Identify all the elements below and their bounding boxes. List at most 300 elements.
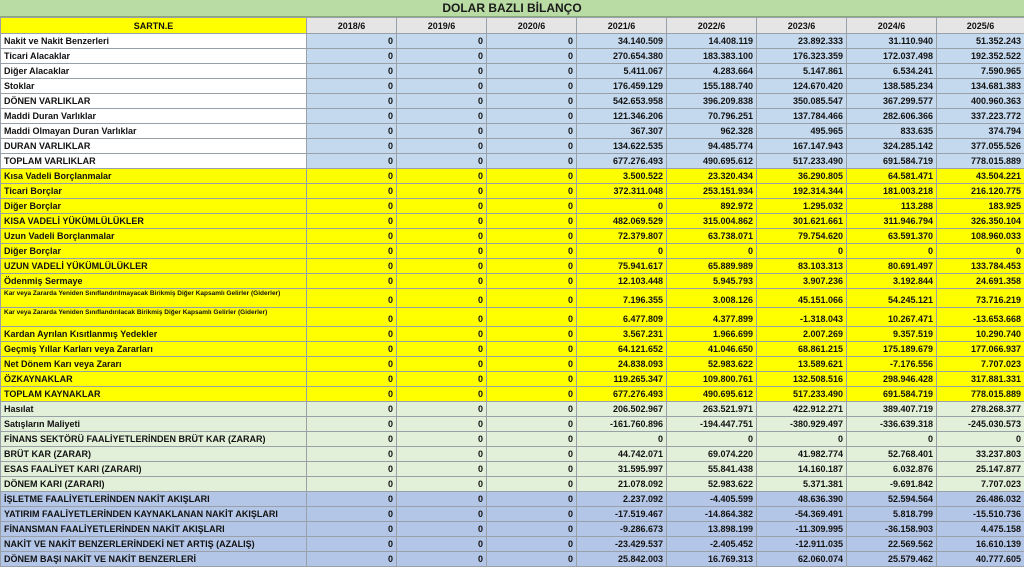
value-cell[interactable]: 54.245.121 xyxy=(847,289,937,308)
row-label[interactable]: FİNANS SEKTÖRÜ FAALİYETLERİNDEN BRÜT KAR (ZARAR) xyxy=(1,432,307,447)
value-cell[interactable]: 155.188.740 xyxy=(667,79,757,94)
value-cell[interactable]: 24.691.358 xyxy=(937,274,1024,289)
value-cell[interactable]: 0 xyxy=(397,259,487,274)
value-cell[interactable]: 372.311.048 xyxy=(577,184,667,199)
value-cell[interactable]: 0 xyxy=(397,372,487,387)
value-cell[interactable]: 691.584.719 xyxy=(847,387,937,402)
value-cell[interactable]: 14.160.187 xyxy=(757,462,847,477)
value-cell[interactable]: 0 xyxy=(487,199,577,214)
value-cell[interactable]: 10.290.740 xyxy=(937,327,1024,342)
value-cell[interactable]: 0 xyxy=(397,522,487,537)
value-cell[interactable]: 7.707.023 xyxy=(937,477,1024,492)
row-label[interactable]: TOPLAM VARLIKLAR xyxy=(1,154,307,169)
value-cell[interactable]: 0 xyxy=(487,289,577,308)
value-cell[interactable]: 253.151.934 xyxy=(667,184,757,199)
value-cell[interactable]: 55.841.438 xyxy=(667,462,757,477)
value-cell[interactable]: 3.567.231 xyxy=(577,327,667,342)
value-cell[interactable]: 137.784.466 xyxy=(757,109,847,124)
value-cell[interactable]: 0 xyxy=(307,154,397,169)
value-cell[interactable]: 0 xyxy=(397,169,487,184)
value-cell[interactable]: 83.103.313 xyxy=(757,259,847,274)
value-cell[interactable]: 48.636.390 xyxy=(757,492,847,507)
value-cell[interactable]: 0 xyxy=(307,229,397,244)
value-cell[interactable]: 0 xyxy=(397,552,487,567)
value-cell[interactable]: -14.864.382 xyxy=(667,507,757,522)
value-cell[interactable]: 94.485.774 xyxy=(667,139,757,154)
value-cell[interactable]: 138.585.234 xyxy=(847,79,937,94)
value-cell[interactable]: 0 xyxy=(307,184,397,199)
value-cell[interactable]: 0 xyxy=(307,492,397,507)
value-cell[interactable]: 24.838.093 xyxy=(577,357,667,372)
value-cell[interactable]: 0 xyxy=(397,184,487,199)
value-cell[interactable]: 41.046.650 xyxy=(667,342,757,357)
value-cell[interactable]: 301.621.661 xyxy=(757,214,847,229)
row-label[interactable]: Net Dönem Karı veya Zararı xyxy=(1,357,307,372)
value-cell[interactable]: 40.777.605 xyxy=(937,552,1024,567)
value-cell[interactable]: 0 xyxy=(487,49,577,64)
value-cell[interactable]: 25.842.003 xyxy=(577,552,667,567)
value-cell[interactable]: 0 xyxy=(307,522,397,537)
value-cell[interactable]: 0 xyxy=(487,477,577,492)
value-cell[interactable]: 833.635 xyxy=(847,124,937,139)
value-cell[interactable]: 4.475.158 xyxy=(937,522,1024,537)
value-cell[interactable]: 0 xyxy=(397,357,487,372)
value-cell[interactable]: 517.233.490 xyxy=(757,387,847,402)
value-cell[interactable]: 0 xyxy=(397,342,487,357)
value-cell[interactable]: 0 xyxy=(487,244,577,259)
value-cell[interactable]: 22.569.562 xyxy=(847,537,937,552)
row-label[interactable]: Geçmiş Yıllar Karları veya Zararları xyxy=(1,342,307,357)
value-cell[interactable]: -161.760.896 xyxy=(577,417,667,432)
value-cell[interactable]: 41.982.774 xyxy=(757,447,847,462)
value-cell[interactable]: 25.147.877 xyxy=(937,462,1024,477)
value-cell[interactable]: 0 xyxy=(307,507,397,522)
value-cell[interactable]: 26.486.032 xyxy=(937,492,1024,507)
header-period[interactable]: 2022/6 xyxy=(667,18,757,34)
value-cell[interactable]: 6.477.809 xyxy=(577,308,667,327)
value-cell[interactable]: 177.066.937 xyxy=(937,342,1024,357)
value-cell[interactable]: 65.889.989 xyxy=(667,259,757,274)
value-cell[interactable]: 0 xyxy=(397,417,487,432)
value-cell[interactable]: -380.929.497 xyxy=(757,417,847,432)
row-label[interactable]: Satışların Maliyeti xyxy=(1,417,307,432)
value-cell[interactable]: 0 xyxy=(307,124,397,139)
value-cell[interactable]: 0 xyxy=(487,154,577,169)
value-cell[interactable]: 0 xyxy=(487,274,577,289)
value-cell[interactable]: 0 xyxy=(487,109,577,124)
value-cell[interactable]: 0 xyxy=(397,537,487,552)
value-cell[interactable]: 113.288 xyxy=(847,199,937,214)
value-cell[interactable]: 69.074.220 xyxy=(667,447,757,462)
row-label[interactable]: Diğer Borçlar xyxy=(1,244,307,259)
value-cell[interactable]: 192.314.344 xyxy=(757,184,847,199)
value-cell[interactable]: 0 xyxy=(307,49,397,64)
value-cell[interactable]: 0 xyxy=(307,199,397,214)
value-cell[interactable]: -11.309.995 xyxy=(757,522,847,537)
row-label[interactable]: Stoklar xyxy=(1,79,307,94)
value-cell[interactable]: 0 xyxy=(487,229,577,244)
value-cell[interactable]: 0 xyxy=(307,289,397,308)
row-label[interactable]: DURAN VARLIKLAR xyxy=(1,139,307,154)
value-cell[interactable]: 0 xyxy=(487,214,577,229)
value-cell[interactable]: 0 xyxy=(937,244,1024,259)
value-cell[interactable]: -245.030.573 xyxy=(937,417,1024,432)
value-cell[interactable]: 43.504.221 xyxy=(937,169,1024,184)
value-cell[interactable]: 367.307 xyxy=(577,124,667,139)
value-cell[interactable]: 75.941.617 xyxy=(577,259,667,274)
value-cell[interactable]: 0 xyxy=(397,402,487,417)
value-cell[interactable]: 134.681.383 xyxy=(937,79,1024,94)
value-cell[interactable]: 0 xyxy=(577,244,667,259)
value-cell[interactable]: 0 xyxy=(397,387,487,402)
value-cell[interactable]: 1.966.699 xyxy=(667,327,757,342)
row-label[interactable]: DÖNEN VARLIKLAR xyxy=(1,94,307,109)
value-cell[interactable]: 542.653.958 xyxy=(577,94,667,109)
value-cell[interactable]: 0 xyxy=(307,94,397,109)
value-cell[interactable]: 0 xyxy=(397,64,487,79)
value-cell[interactable]: 282.606.366 xyxy=(847,109,937,124)
value-cell[interactable]: 263.521.971 xyxy=(667,402,757,417)
value-cell[interactable]: 691.584.719 xyxy=(847,154,937,169)
value-cell[interactable]: 2.007.269 xyxy=(757,327,847,342)
value-cell[interactable]: 25.579.462 xyxy=(847,552,937,567)
value-cell[interactable]: 0 xyxy=(487,402,577,417)
value-cell[interactable]: 0 xyxy=(307,274,397,289)
value-cell[interactable]: 192.352.522 xyxy=(937,49,1024,64)
value-cell[interactable]: 33.237.803 xyxy=(937,447,1024,462)
value-cell[interactable]: 206.502.967 xyxy=(577,402,667,417)
value-cell[interactable]: 79.754.620 xyxy=(757,229,847,244)
value-cell[interactable]: 2.237.092 xyxy=(577,492,667,507)
value-cell[interactable]: 0 xyxy=(487,139,577,154)
value-cell[interactable]: 4.377.899 xyxy=(667,308,757,327)
value-cell[interactable]: 0 xyxy=(397,154,487,169)
row-label[interactable]: YATIRIM FAALİYETLERİNDEN KAYNAKLANAN NAKİT AKIŞLARI xyxy=(1,507,307,522)
value-cell[interactable]: 13.589.621 xyxy=(757,357,847,372)
value-cell[interactable]: 0 xyxy=(397,49,487,64)
value-cell[interactable]: 0 xyxy=(397,274,487,289)
value-cell[interactable]: 278.268.377 xyxy=(937,402,1024,417)
value-cell[interactable]: 3.500.522 xyxy=(577,169,667,184)
value-cell[interactable]: 0 xyxy=(397,462,487,477)
row-label[interactable]: TOPLAM KAYNAKLAR xyxy=(1,387,307,402)
value-cell[interactable]: 0 xyxy=(487,169,577,184)
value-cell[interactable]: 482.069.529 xyxy=(577,214,667,229)
value-cell[interactable]: 0 xyxy=(397,244,487,259)
value-cell[interactable]: 0 xyxy=(577,199,667,214)
value-cell[interactable]: 0 xyxy=(487,417,577,432)
header-period[interactable]: 2025/6 xyxy=(937,18,1024,34)
row-label[interactable]: Kar veya Zararda Yeniden Sınıflandırılmayacak Birikmiş Diğer Kapsamlı Gelirler (Giderler) xyxy=(1,289,307,308)
value-cell[interactable]: 64.581.471 xyxy=(847,169,937,184)
value-cell[interactable]: 0 xyxy=(487,357,577,372)
value-cell[interactable]: 45.151.066 xyxy=(757,289,847,308)
value-cell[interactable]: 5.818.799 xyxy=(847,507,937,522)
value-cell[interactable]: 490.695.612 xyxy=(667,154,757,169)
value-cell[interactable]: 62.060.074 xyxy=(757,552,847,567)
header-period[interactable]: 2019/6 xyxy=(397,18,487,34)
row-label[interactable]: Kar veya Zararda Yeniden Sınıflandırılacak Birikmiş Diğer Kapsamlı Gelirler (Giderler) xyxy=(1,308,307,327)
value-cell[interactable]: -194.447.751 xyxy=(667,417,757,432)
value-cell[interactable]: 0 xyxy=(397,492,487,507)
value-cell[interactable]: 109.800.761 xyxy=(667,372,757,387)
value-cell[interactable]: 326.350.104 xyxy=(937,214,1024,229)
value-cell[interactable]: 5.945.793 xyxy=(667,274,757,289)
value-cell[interactable]: 0 xyxy=(397,94,487,109)
row-label[interactable]: ÖZKAYNAKLAR xyxy=(1,372,307,387)
value-cell[interactable]: 132.508.516 xyxy=(757,372,847,387)
value-cell[interactable]: 1.295.032 xyxy=(757,199,847,214)
value-cell[interactable]: 0 xyxy=(397,289,487,308)
value-cell[interactable]: 0 xyxy=(487,387,577,402)
value-cell[interactable]: 0 xyxy=(397,507,487,522)
row-label[interactable]: Nakit ve Nakit Benzerleri xyxy=(1,34,307,49)
value-cell[interactable]: -36.158.903 xyxy=(847,522,937,537)
header-period[interactable]: 2020/6 xyxy=(487,18,577,34)
value-cell[interactable]: 0 xyxy=(397,432,487,447)
value-cell[interactable]: 0 xyxy=(307,139,397,154)
value-cell[interactable]: 0 xyxy=(307,308,397,327)
header-ticker[interactable]: SARTN.E xyxy=(1,18,307,34)
value-cell[interactable]: 0 xyxy=(667,244,757,259)
row-label[interactable]: DÖNEM KARI (ZARARI) xyxy=(1,477,307,492)
row-label[interactable]: ESAS FAALİYET KARI (ZARARI) xyxy=(1,462,307,477)
value-cell[interactable]: 0 xyxy=(397,79,487,94)
value-cell[interactable]: 422.912.271 xyxy=(757,402,847,417)
value-cell[interactable]: 73.716.219 xyxy=(937,289,1024,308)
value-cell[interactable]: 0 xyxy=(307,214,397,229)
value-cell[interactable]: 317.881.331 xyxy=(937,372,1024,387)
value-cell[interactable]: 176.323.359 xyxy=(757,49,847,64)
value-cell[interactable]: 778.015.889 xyxy=(937,154,1024,169)
value-cell[interactable]: 52.768.401 xyxy=(847,447,937,462)
row-label[interactable]: Uzun Vadeli Borçlanmalar xyxy=(1,229,307,244)
value-cell[interactable]: 495.965 xyxy=(757,124,847,139)
row-label[interactable]: Ödenmiş Sermaye xyxy=(1,274,307,289)
value-cell[interactable]: 0 xyxy=(487,64,577,79)
value-cell[interactable]: 0 xyxy=(307,402,397,417)
value-cell[interactable]: 216.120.775 xyxy=(937,184,1024,199)
value-cell[interactable]: 0 xyxy=(487,432,577,447)
value-cell[interactable]: -7.176.556 xyxy=(847,357,937,372)
value-cell[interactable]: 324.285.142 xyxy=(847,139,937,154)
value-cell[interactable]: 134.622.535 xyxy=(577,139,667,154)
value-cell[interactable]: 181.003.218 xyxy=(847,184,937,199)
value-cell[interactable]: 396.209.838 xyxy=(667,94,757,109)
value-cell[interactable]: 962.328 xyxy=(667,124,757,139)
value-cell[interactable]: 31.595.997 xyxy=(577,462,667,477)
value-cell[interactable]: 70.796.251 xyxy=(667,109,757,124)
value-cell[interactable]: 13.898.199 xyxy=(667,522,757,537)
value-cell[interactable]: 0 xyxy=(397,229,487,244)
value-cell[interactable]: 0 xyxy=(307,387,397,402)
value-cell[interactable]: 3.192.844 xyxy=(847,274,937,289)
value-cell[interactable]: 0 xyxy=(307,34,397,49)
value-cell[interactable]: 374.794 xyxy=(937,124,1024,139)
value-cell[interactable]: 0 xyxy=(307,477,397,492)
value-cell[interactable]: 52.983.622 xyxy=(667,477,757,492)
value-cell[interactable]: 0 xyxy=(937,432,1024,447)
value-cell[interactable]: 0 xyxy=(307,327,397,342)
value-cell[interactable]: -9.286.673 xyxy=(577,522,667,537)
value-cell[interactable]: 0 xyxy=(487,447,577,462)
value-cell[interactable]: 16.769.313 xyxy=(667,552,757,567)
value-cell[interactable]: 311.946.794 xyxy=(847,214,937,229)
value-cell[interactable]: 0 xyxy=(667,432,757,447)
value-cell[interactable]: 0 xyxy=(397,308,487,327)
value-cell[interactable]: 23.320.434 xyxy=(667,169,757,184)
value-cell[interactable]: 121.346.206 xyxy=(577,109,667,124)
value-cell[interactable]: 0 xyxy=(847,244,937,259)
value-cell[interactable]: 367.299.577 xyxy=(847,94,937,109)
value-cell[interactable]: 63.738.071 xyxy=(667,229,757,244)
value-cell[interactable]: 0 xyxy=(487,94,577,109)
row-label[interactable]: DÖNEM BAŞI NAKİT VE NAKİT BENZERLERİ xyxy=(1,552,307,567)
value-cell[interactable]: -23.429.537 xyxy=(577,537,667,552)
value-cell[interactable]: 3.008.126 xyxy=(667,289,757,308)
value-cell[interactable]: 389.407.719 xyxy=(847,402,937,417)
header-period[interactable]: 2021/6 xyxy=(577,18,667,34)
value-cell[interactable]: 0 xyxy=(307,462,397,477)
value-cell[interactable]: 44.742.071 xyxy=(577,447,667,462)
value-cell[interactable]: 0 xyxy=(307,372,397,387)
value-cell[interactable]: 0 xyxy=(397,139,487,154)
value-cell[interactable]: 270.654.380 xyxy=(577,49,667,64)
value-cell[interactable]: 0 xyxy=(397,214,487,229)
value-cell[interactable]: 12.103.448 xyxy=(577,274,667,289)
value-cell[interactable]: 21.078.092 xyxy=(577,477,667,492)
value-cell[interactable]: 0 xyxy=(307,244,397,259)
value-cell[interactable]: -12.911.035 xyxy=(757,537,847,552)
value-cell[interactable]: -9.691.842 xyxy=(847,477,937,492)
value-cell[interactable]: -54.369.491 xyxy=(757,507,847,522)
value-cell[interactable]: 124.670.420 xyxy=(757,79,847,94)
value-cell[interactable]: 5.147.861 xyxy=(757,64,847,79)
value-cell[interactable]: 892.972 xyxy=(667,199,757,214)
value-cell[interactable]: 36.290.805 xyxy=(757,169,847,184)
value-cell[interactable]: -1.318.043 xyxy=(757,308,847,327)
value-cell[interactable]: 0 xyxy=(487,184,577,199)
value-cell[interactable]: 0 xyxy=(307,169,397,184)
value-cell[interactable]: 0 xyxy=(487,124,577,139)
value-cell[interactable]: 6.032.876 xyxy=(847,462,937,477)
value-cell[interactable]: 400.960.363 xyxy=(937,94,1024,109)
row-label[interactable]: KISA VADELİ YÜKÜMLÜLÜKLER xyxy=(1,214,307,229)
value-cell[interactable]: -13.653.668 xyxy=(937,308,1024,327)
value-cell[interactable]: 0 xyxy=(307,537,397,552)
value-cell[interactable]: -2.405.452 xyxy=(667,537,757,552)
value-cell[interactable]: 0 xyxy=(397,199,487,214)
row-label[interactable]: NAKİT VE NAKİT BENZERLERİNDEKİ NET ARTIŞ (AZALIŞ) xyxy=(1,537,307,552)
value-cell[interactable]: 183.383.100 xyxy=(667,49,757,64)
value-cell[interactable]: 778.015.889 xyxy=(937,387,1024,402)
value-cell[interactable]: 0 xyxy=(487,342,577,357)
value-cell[interactable]: 0 xyxy=(487,462,577,477)
value-cell[interactable]: 176.459.129 xyxy=(577,79,667,94)
value-cell[interactable]: 0 xyxy=(577,432,667,447)
value-cell[interactable]: 10.267.471 xyxy=(847,308,937,327)
value-cell[interactable]: 80.691.497 xyxy=(847,259,937,274)
value-cell[interactable]: 51.352.243 xyxy=(937,34,1024,49)
value-cell[interactable]: 0 xyxy=(307,64,397,79)
value-cell[interactable]: 0 xyxy=(307,79,397,94)
value-cell[interactable]: 6.534.241 xyxy=(847,64,937,79)
row-label[interactable]: Hasılat xyxy=(1,402,307,417)
value-cell[interactable]: 3.907.236 xyxy=(757,274,847,289)
value-cell[interactable]: 0 xyxy=(487,308,577,327)
value-cell[interactable]: 0 xyxy=(487,552,577,567)
value-cell[interactable]: 315.004.862 xyxy=(667,214,757,229)
value-cell[interactable]: 490.695.612 xyxy=(667,387,757,402)
value-cell[interactable]: 175.189.679 xyxy=(847,342,937,357)
value-cell[interactable]: -336.639.318 xyxy=(847,417,937,432)
value-cell[interactable]: 0 xyxy=(397,327,487,342)
row-label[interactable]: Maddi Olmayan Duran Varlıklar xyxy=(1,124,307,139)
value-cell[interactable]: 108.960.033 xyxy=(937,229,1024,244)
value-cell[interactable]: 0 xyxy=(307,357,397,372)
value-cell[interactable]: 7.707.023 xyxy=(937,357,1024,372)
value-cell[interactable]: 5.371.381 xyxy=(757,477,847,492)
row-label[interactable]: FİNANSMAN FAALİYETLERİNDEN NAKİT AKIŞLARI xyxy=(1,522,307,537)
value-cell[interactable]: 337.223.772 xyxy=(937,109,1024,124)
value-cell[interactable]: 0 xyxy=(307,447,397,462)
value-cell[interactable]: -15.510.736 xyxy=(937,507,1024,522)
row-label[interactable]: Ticari Alacaklar xyxy=(1,49,307,64)
value-cell[interactable]: 0 xyxy=(397,477,487,492)
value-cell[interactable]: 517.233.490 xyxy=(757,154,847,169)
row-label[interactable]: Kısa Vadeli Borçlanmalar xyxy=(1,169,307,184)
value-cell[interactable]: -4.405.599 xyxy=(667,492,757,507)
value-cell[interactable]: 0 xyxy=(487,507,577,522)
value-cell[interactable]: 0 xyxy=(307,417,397,432)
row-label[interactable]: Diğer Borçlar xyxy=(1,199,307,214)
value-cell[interactable]: 0 xyxy=(847,432,937,447)
value-cell[interactable]: 0 xyxy=(307,109,397,124)
value-cell[interactable]: 72.379.807 xyxy=(577,229,667,244)
value-cell[interactable]: 64.121.652 xyxy=(577,342,667,357)
value-cell[interactable]: 0 xyxy=(757,244,847,259)
value-cell[interactable]: 298.946.428 xyxy=(847,372,937,387)
value-cell[interactable]: 4.283.664 xyxy=(667,64,757,79)
value-cell[interactable]: 31.110.940 xyxy=(847,34,937,49)
value-cell[interactable]: 350.085.547 xyxy=(757,94,847,109)
row-label[interactable]: Ticari Borçlar xyxy=(1,184,307,199)
value-cell[interactable]: 0 xyxy=(487,372,577,387)
value-cell[interactable]: 0 xyxy=(487,492,577,507)
value-cell[interactable]: -17.519.467 xyxy=(577,507,667,522)
value-cell[interactable]: 16.610.139 xyxy=(937,537,1024,552)
value-cell[interactable]: 0 xyxy=(397,34,487,49)
value-cell[interactable]: 0 xyxy=(397,447,487,462)
value-cell[interactable]: 63.591.370 xyxy=(847,229,937,244)
value-cell[interactable]: 52.983.622 xyxy=(667,357,757,372)
value-cell[interactable]: 9.357.519 xyxy=(847,327,937,342)
value-cell[interactable]: 183.925 xyxy=(937,199,1024,214)
value-cell[interactable]: 0 xyxy=(487,327,577,342)
header-period[interactable]: 2023/6 xyxy=(757,18,847,34)
value-cell[interactable]: 677.276.493 xyxy=(577,154,667,169)
row-label[interactable]: UZUN VADELİ YÜKÜMLÜLÜKLER xyxy=(1,259,307,274)
value-cell[interactable]: 133.784.453 xyxy=(937,259,1024,274)
value-cell[interactable]: 34.140.509 xyxy=(577,34,667,49)
value-cell[interactable]: 167.147.943 xyxy=(757,139,847,154)
value-cell[interactable]: 0 xyxy=(307,259,397,274)
value-cell[interactable]: 7.590.965 xyxy=(937,64,1024,79)
value-cell[interactable]: 0 xyxy=(307,552,397,567)
value-cell[interactable]: 52.594.564 xyxy=(847,492,937,507)
value-cell[interactable]: 0 xyxy=(487,537,577,552)
value-cell[interactable]: 23.892.333 xyxy=(757,34,847,49)
